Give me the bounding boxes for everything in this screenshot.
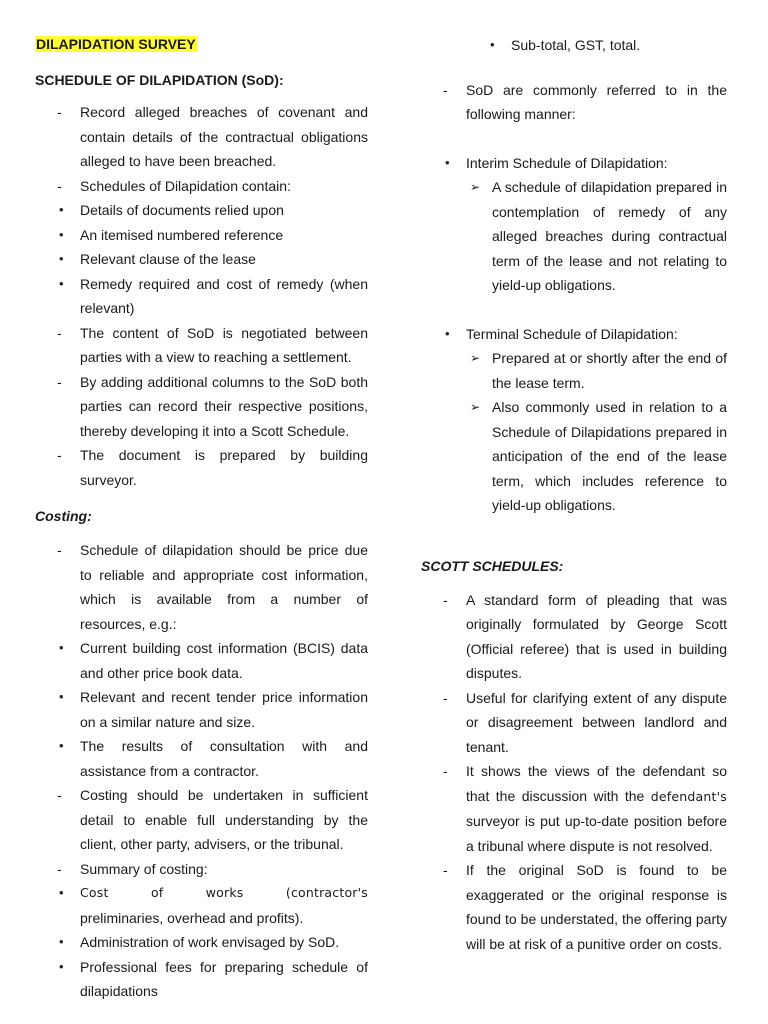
- summary-item: • Sub-total, GST, total.: [466, 33, 727, 58]
- scott-item-views: [421, 759, 727, 858]
- resource-item: • Current building cost information (BCIS) data and other price book data.: [35, 636, 368, 685]
- sod-item-contain: [35, 174, 368, 321]
- terminal-sub-item: ➢ Also commonly used in relation to a Schedule of Dilapidations prepared in anticipation of the end of the lease term, which includes reference to yield-up obligations.: [466, 395, 727, 518]
- sod-item-prepared: - The document is prepared by building surveyor.: [35, 443, 368, 492]
- interim-label: Interim Schedule of Dilapidation:: [466, 154, 668, 171]
- terminal-label: Terminal Schedule of Dilapidation:: [466, 325, 678, 342]
- contains-item: • Remedy required and cost of remedy (when relevant): [35, 272, 368, 321]
- costing-item-detail: - Costing should be undertaken in sufficient detail to enable full understanding by the client, other party, advisers, or the tribunal.: [35, 783, 368, 857]
- sod-item-negotiated: - The content of SoD is negotiated between parties with a view to reaching a settlement.: [35, 321, 368, 370]
- terminal-sub-list: [466, 346, 727, 518]
- terminal-list: [421, 322, 727, 518]
- manner-intro: - SoD are commonly referred to in the following manner:: [421, 78, 727, 127]
- summary-item-cost-line: • Cost of works (contractor's: [80, 885, 368, 900]
- costing-item-summary: [35, 857, 368, 1004]
- sod-item-record: - Record alleged breaches of covenant and contain details of the contractual obligations alleged to have been breached.: [35, 100, 368, 174]
- scott-item-views-a: It shows the views of the defendant so that the discussion with the: [466, 763, 727, 804]
- costing-heading: Costing:: [35, 508, 92, 524]
- summary-item: [35, 881, 368, 930]
- sod-list: [35, 100, 368, 492]
- costing-item-summary-label: Summary of costing:: [80, 860, 208, 877]
- sod-contains-list: [35, 198, 368, 321]
- right-column: [421, 0, 727, 956]
- costing-item-price: [35, 538, 368, 783]
- terminal-item: [421, 322, 727, 518]
- scott-heading: SCOTT SCHEDULES:: [421, 557, 564, 574]
- contains-item: • Relevant clause of the lease: [35, 247, 368, 272]
- summary-item: • Professional fees for preparing schedule of dilapidations: [35, 955, 368, 1004]
- document-title: DILAPIDATION SURVEY: [36, 36, 196, 52]
- costing-item-price-text: Schedule of dilapidation should be price due to reliable and appropriate cost information, which is available from a number of resources, e.g.:: [80, 542, 368, 632]
- scott-list: [421, 588, 727, 957]
- summary-item-cost-cont: preliminaries, overhead and profits).: [80, 909, 304, 926]
- scott-item-exaggerated: - If the original SoD is found to be exaggerated or the original response is found to be understated, the offering party will be at risk of a punitive order on costs.: [421, 858, 727, 956]
- sod-item-contain-label: Schedules of Dilapidation contain:: [80, 177, 291, 194]
- interim-item: [421, 151, 727, 298]
- sod-item-columns: - By adding additional columns to the SoD both parties can record their respective positions, thereby developing it into a Scott Schedule.: [35, 370, 368, 444]
- resource-item: • Relevant and recent tender price information on a similar nature and size.: [35, 685, 368, 734]
- interim-sub-list: [466, 175, 727, 298]
- interim-list: [421, 151, 727, 298]
- terminal-sub-item: ➢ Prepared at or shortly after the end of the lease term.: [466, 346, 727, 395]
- manner-list: [421, 78, 727, 127]
- costing-summary-list: [35, 881, 368, 1004]
- left-column: [35, 0, 368, 1004]
- interim-sub-item: ➢ A schedule of dilapidation prepared in contemplation of remedy of any alleged breaches during contractual term of the lease and not relating to yield-up obligations.: [466, 175, 727, 298]
- summary-item: • Administration of work envisaged by SoD.: [35, 930, 368, 955]
- resource-item: • The results of consultation with and assistance from a contractor.: [35, 734, 368, 783]
- scott-item-pleading: - A standard form of pleading that was originally formulated by George Scott (Official referee) that is used in building disputes.: [421, 588, 727, 686]
- costing-resources-list: [35, 636, 368, 783]
- scott-item-clarifying: - Useful for clarifying extent of any dispute or disagreement between landlord and tenant.: [421, 686, 727, 760]
- scott-item-views-c: surveyor is put up-to-date position before a tribunal where dispute is not resolved.: [466, 813, 727, 854]
- summary-continued-list: [466, 33, 727, 58]
- scott-item-views-b: defendant's: [650, 788, 727, 804]
- contains-item: • Details of documents relied upon: [35, 198, 368, 223]
- costing-list: [35, 538, 368, 1004]
- contains-item: • An itemised numbered reference: [35, 223, 368, 248]
- sod-heading: SCHEDULE OF DILAPIDATION (SoD):: [35, 72, 284, 88]
